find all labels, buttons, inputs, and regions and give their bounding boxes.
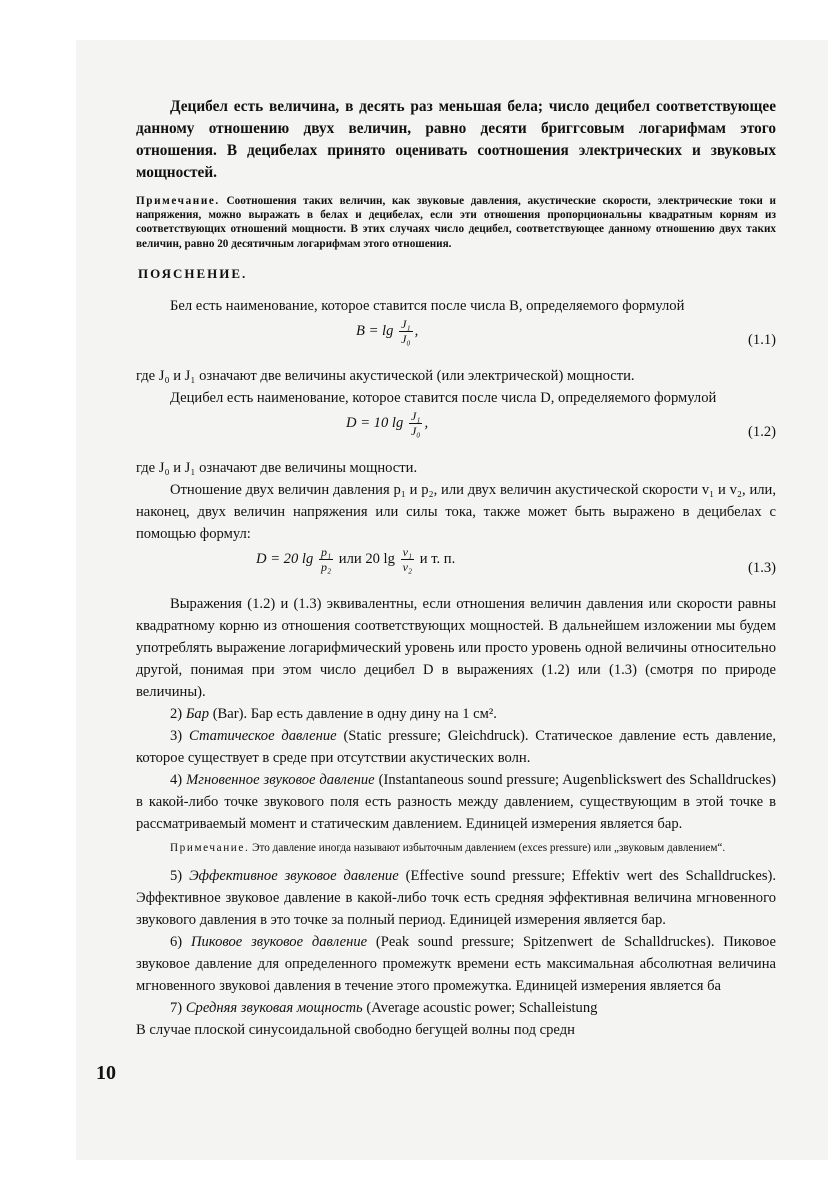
formula-1-2-number: (1.2) <box>748 423 776 440</box>
term-bar: Бар <box>185 705 210 722</box>
term-effective-pressure: Эффективное звуковое давление <box>189 867 399 884</box>
item-average-power: 7) Средняя звуковая мощность (Average acoustic power; Schalleistung <box>170 999 598 1016</box>
formula-1-3-lhs: D = 20 lg <box>256 550 314 567</box>
last-line: В случае плоской синусоидальной свободно бегущей волны под средн <box>136 1021 575 1038</box>
term-average-power: Средняя звуковая мощность <box>185 999 363 1016</box>
formula-1-1-number: (1.1) <box>748 331 776 348</box>
formula-1-3-number: (1.3) <box>748 559 776 576</box>
after-formula-1: где J₀ и J₁ означают две величины акустической (или электрической) мощности. <box>136 367 635 384</box>
bel-definition: Бел есть наименование, которое ставится после числа B, определяемого формулой <box>170 297 685 314</box>
formula-1-3-tail: и т. п. <box>419 550 456 567</box>
equivalence-paragraph: Выражения (1.2) и (1.3) эквивалентны, если отношения величин давления или скорости равны квадратному корню из отношения соответствующих мощностей. В дальнейшем изложении мы будем употреблять выражение логарифмический уровень или просто уровень одной величины относительно другой, понимая при этом число децибел D в выражениях (1.2) или (1.3) (смотря по природе величины). <box>136 595 776 700</box>
term-instantaneous-pressure: Мгновенное звуковое давление <box>186 771 375 788</box>
formula-1-3-mid: или 20 lg <box>338 550 395 567</box>
instantaneous-note: Примечание. Это давление иногда называют избыточным давлением (exces pressure) или „звуковым давлением“. <box>170 841 726 854</box>
page-number: 10 <box>96 1062 116 1084</box>
formula-1-2-fraction: $\frac{\text{J₁}}{\text{J₀}}$ <box>410 408 421 438</box>
formula-1-1-lhs: B = lg <box>356 322 394 339</box>
term-static-pressure: Статическое давление <box>189 727 337 744</box>
term-peak-pressure: Пиковое звуковое давление <box>190 933 368 950</box>
after-formula-2: где J₀ и J₁ означают две величины мощности. <box>136 459 418 476</box>
page-content <box>136 96 776 1041</box>
book-page <box>76 40 828 1160</box>
explanation-heading: ПОЯСНЕНИЕ. <box>138 265 248 281</box>
formula-1-2: D = 10 lg $\frac{\text{J₁}}{\text{J₀}}$ , (1.2) <box>136 409 776 457</box>
ratio-paragraph: Отношение двух величин давления p₁ и p₂, или двух величин акустической скорости v₁ и v₂, или, наконец, двух величин напряжения или силы тока, также может быть выражено в децибелах с помощью формул: <box>136 481 776 542</box>
note-label: Примечание. <box>136 195 220 207</box>
formula-1-2-lhs: D = 10 lg <box>346 414 404 431</box>
decibel-definition: Децибел есть наименование, которое ставится после числа D, определяемого формулой <box>170 389 717 406</box>
item-bar: 2) Бар (Bar). Бар есть давление в одну дину на 1 см². <box>170 705 497 722</box>
intro-paragraph: Децибел есть величина, в десять раз меньшая бела; число децибел соответствующее данному отношению двух величин, равно десяти бриггсовым логарифмам этого отношения. В децибелах принято оценивать соотношения электрических и звуковых мощностей. <box>136 98 776 181</box>
item-effective-pressure: 5) Эффективное звуковое давление (Effective sound pressure; Effektiv wert des Schalldruckes). Эффективное звуковое давление в какой-либо точк есть средняя эффективная величина мгновенного звукового давления в это точке за полный период. Единицей измерения является бар. <box>136 867 777 928</box>
item-static-pressure: 3) Статическое давление (Static pressure; Gleichdruck). Статическое давление есть давление, которое существует в среде при отсутствии акустических волн. <box>136 727 776 766</box>
item-instantaneous-pressure: 4) Мгновенное звуковое давление (Instantaneous sound pressure; Augenblickswert des Schalldruckes) в какой-либо точке звукового поля есть разность между давлением, существующим в этой точке в рассматриваемый момент и статическим давлением. Единицей измерения является бар. <box>136 771 776 832</box>
formula-1-1-fraction: $\frac{\text{J₁}}{\text{J₀}}$ <box>401 316 411 346</box>
formula-1-1: B = lg $\frac{\text{J₁}}{\text{J₀}}$ , (1.1) <box>136 317 776 365</box>
item-peak-pressure: 6) Пиковое звуковое давление (Peak sound pressure; Spitzenwert de Schalldruckes). Пиковое звуковое давление для определенного промежутк времени есть максимальная абсолютная величина мгновенного звуковоі давления в течение этого промежутка. Единицей измерения является ба <box>136 933 776 994</box>
formula-1-3-fraction-p: $\frac{\text{p₁}}{\text{p₂}}$ <box>320 544 332 574</box>
formula-1-3-fraction-v: $\frac{\text{v₁}}{\text{v₂}}$ <box>402 544 413 574</box>
formula-1-3 <box>136 545 776 593</box>
note-text: Соотношения таких величин, как звуковые давления, акустические скорости, электрические токи и напряжения, можно выражать в белах и децибелах, если эти отношения пропорциональны квадратным корням из соответствующих отношений мощности. В этих случаях число децибел, соответствующее данному отношению двух таких величин, равно 20 десятичным логарифмам этого отношения. <box>136 195 776 250</box>
intro-note <box>136 194 776 251</box>
